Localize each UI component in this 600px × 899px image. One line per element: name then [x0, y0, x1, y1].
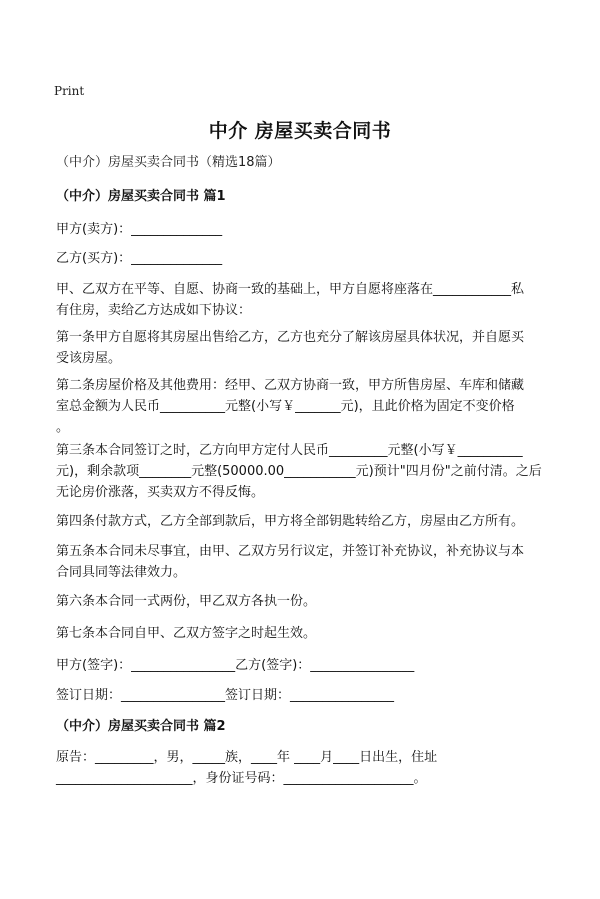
party-a-seller: 甲方(卖方)：______________ — [56, 222, 223, 237]
clause-5 — [56, 541, 552, 583]
clause-1-line: 第一条甲方自愿将其房屋出售给乙方，乙方也充分了解该房屋具体状况，并自愿买 — [56, 330, 525, 345]
clause-2-line: 室总金额为人民币__________元整(小写￥_______元)，且此价格为固定不变价格 — [56, 399, 515, 414]
intro-line: 有住房，卖给乙方达成如下协议： — [56, 303, 252, 318]
intro-line: 甲、乙双方在平等、自愿、协商一致的基础上，甲方自愿将座落在____________私 — [56, 282, 525, 297]
clause-3-line: 第三条本合同签订之时，乙方向甲方定付人民币_________元整(小写￥__________ — [56, 443, 523, 458]
section-heading-2: （中介）房屋买卖合同书 篇2 — [56, 719, 226, 734]
plaintiff-line: _____________________，身份证号码：____________________。 — [56, 771, 427, 786]
document-title: 中介 房屋买卖合同书 — [208, 120, 392, 142]
clause-3-line: 元)，剩余款项________元整(50000.00___________元)预计"四月份"之前付清。之后 — [56, 464, 542, 479]
clause-6: 第六条本合同一式两份，甲乙双方各执一份。 — [56, 594, 317, 609]
plaintiff-info — [56, 747, 552, 789]
clause-4: 第四条付款方式，乙方全部到款后，甲方将全部钥匙转给乙方，房屋由乙方所有。 — [56, 514, 525, 529]
clause-3 — [56, 440, 552, 503]
clause-1-line: 受该房屋。 — [56, 351, 122, 366]
section-heading-1: （中介）房屋买卖合同书 篇1 — [56, 189, 226, 204]
party-b-buyer: 乙方(买方)：______________ — [56, 251, 223, 266]
clause-3-line: 无论房价涨落，买卖双方不得反悔。 — [56, 485, 265, 500]
clause-5-line: 合同具同等法律效力。 — [56, 565, 187, 580]
signature-line: 甲方(签字)：________________乙方(签字)：________________ — [56, 658, 415, 673]
clause-5-line: 第五条本合同未尽事宜，由甲、乙双方另行议定，并签订补充协议，补充协议与本 — [56, 544, 525, 559]
document-subtitle: （中介）房屋买卖合同书（精选18篇） — [56, 155, 281, 170]
clause-2-line: 。 — [56, 420, 70, 435]
clause-2-line: 第二条房屋价格及其他费用：经甲、乙双方协商一致，甲方所售房屋、车库和储藏 — [56, 378, 525, 393]
intro-paragraph — [56, 279, 552, 321]
plaintiff-line: 原告：_________，男，_____族，____年 ____月____日出生，住址 — [56, 750, 438, 765]
clause-2 — [56, 375, 552, 438]
clause-7: 第七条本合同自甲、乙双方签字之时起生效。 — [56, 626, 317, 641]
clause-1 — [56, 327, 552, 369]
sign-date-line: 签订日期：________________签订日期：________________ — [56, 688, 395, 703]
print-label: Print — [54, 84, 85, 98]
